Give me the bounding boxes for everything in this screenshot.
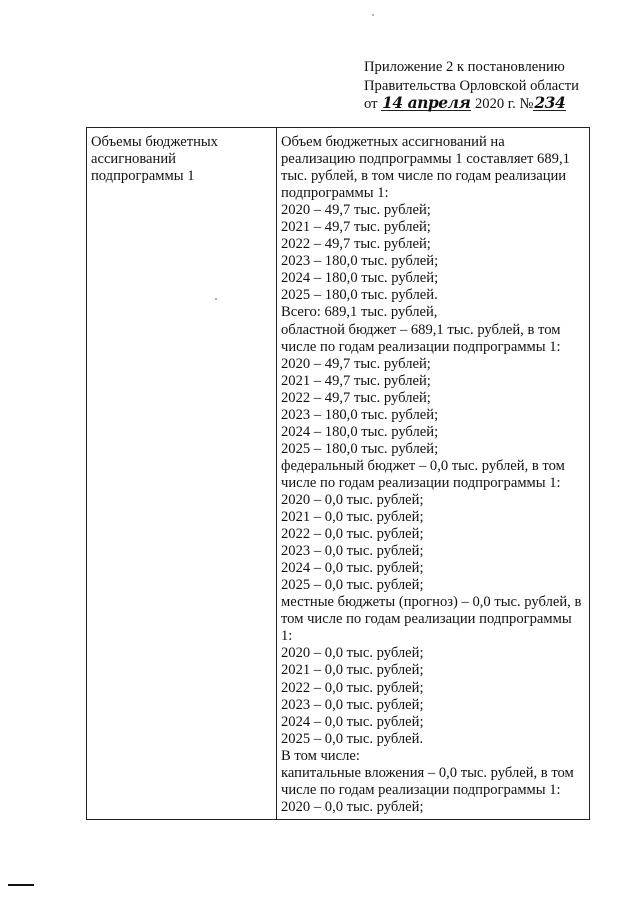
table-right-line: 2024 – 0,0 тыс. рублей;	[281, 560, 424, 577]
table-right-line: 2021 – 0,0 тыс. рублей;	[281, 509, 424, 526]
table-left-line: подпрограммы 1	[91, 168, 195, 184]
table-right-cell	[277, 128, 591, 819]
table-left-line: Объемы бюджетных	[91, 134, 218, 150]
table-right-line: В том числе:	[281, 747, 360, 764]
table-right-line: 2021 – 49,7 тыс. рублей;	[281, 219, 431, 236]
table-right-line: федеральный бюджет – 0,0 тыс. рублей, в том	[281, 457, 565, 474]
table-left-line: ассигнований	[91, 151, 176, 167]
table-right-line: 2021 – 49,7 тыс. рублей;	[281, 372, 431, 389]
table-right-line: 2025 – 0,0 тыс. рублей;	[281, 577, 424, 594]
table-right-line: 2024 – 180,0 тыс. рублей;	[281, 270, 439, 287]
table-right-line: подпрограммы 1:	[281, 185, 389, 202]
appendix-header	[364, 58, 614, 114]
header-year-number-label: 2020 г. №	[474, 96, 534, 112]
table-right-line: тыс. рублей, в том числе по годам реализации	[281, 168, 567, 185]
table-right-line: реализацию подпрограммы 1 составляет 689,1	[281, 151, 570, 168]
table-left-cell	[87, 128, 277, 819]
page-margin-mark	[8, 884, 34, 886]
table-right-line: 2025 – 180,0 тыс. рублей.	[281, 287, 438, 304]
table-right-line: 2021 – 0,0 тыс. рублей;	[281, 662, 424, 679]
table-right-line: числе по годам реализации подпрограммы 1:	[281, 474, 561, 491]
header-date-prefix: от	[364, 96, 378, 112]
table-right-line: 2025 – 0,0 тыс. рублей.	[281, 730, 424, 747]
header-line-2: Правительства Орловской области	[364, 77, 579, 94]
table-right-line: 2023 – 180,0 тыс. рублей;	[281, 253, 439, 270]
table-right-line: числе по годам реализации подпрограммы 1:	[281, 781, 561, 798]
table-right-line: 2020 – 0,0 тыс. рублей;	[281, 798, 424, 815]
handwritten-number: 234	[534, 93, 566, 112]
header-line-1: Приложение 2 к постановлению	[364, 59, 565, 75]
table-right-line: 2023 – 0,0 тыс. рублей;	[281, 696, 424, 713]
table-right-line: областной бюджет – 689,1 тыс. рублей, в том	[281, 321, 561, 338]
table-right-line: капитальные вложения – 0,0 тыс. рублей, в том	[281, 764, 574, 781]
table-right-line: 2022 – 0,0 тыс. рублей;	[281, 679, 424, 696]
table-right-line: 2023 – 0,0 тыс. рублей;	[281, 543, 424, 560]
scan-speck	[372, 14, 374, 16]
table-right-line: 2020 – 0,0 тыс. рублей;	[281, 491, 424, 508]
table-right-line: том числе по годам реализации подпрограммы	[281, 611, 572, 628]
table-right-line: 2025 – 180,0 тыс. рублей;	[281, 440, 439, 457]
table-right-line: Объем бюджетных ассигнований на	[281, 134, 505, 150]
header-line-3	[364, 95, 614, 114]
table-right-line: 2022 – 0,0 тыс. рублей;	[281, 526, 424, 543]
table-right-line: 2023 – 180,0 тыс. рублей;	[281, 406, 439, 423]
scan-speck	[215, 298, 217, 300]
table-right-line: 2024 – 180,0 тыс. рублей;	[281, 423, 439, 440]
table-right-line: Всего: 689,1 тыс. рублей,	[281, 304, 438, 321]
table-right-line: местные бюджеты (прогноз) – 0,0 тыс. рублей, в	[281, 594, 582, 611]
table-right-line: 2024 – 0,0 тыс. рублей;	[281, 713, 424, 730]
table-right-line: 2020 – 0,0 тыс. рублей;	[281, 645, 424, 662]
table-right-line: 1:	[281, 628, 293, 645]
table-right-line: числе по годам реализации подпрограммы 1:	[281, 338, 561, 355]
table-right-line: 2022 – 49,7 тыс. рублей;	[281, 236, 431, 253]
budget-table	[86, 127, 590, 820]
handwritten-date: 14 апреля	[382, 93, 471, 112]
table-right-line: 2020 – 49,7 тыс. рублей;	[281, 355, 431, 372]
table-right-line: 2020 – 49,7 тыс. рублей;	[281, 202, 431, 219]
table-right-line: 2022 – 49,7 тыс. рублей;	[281, 389, 431, 406]
